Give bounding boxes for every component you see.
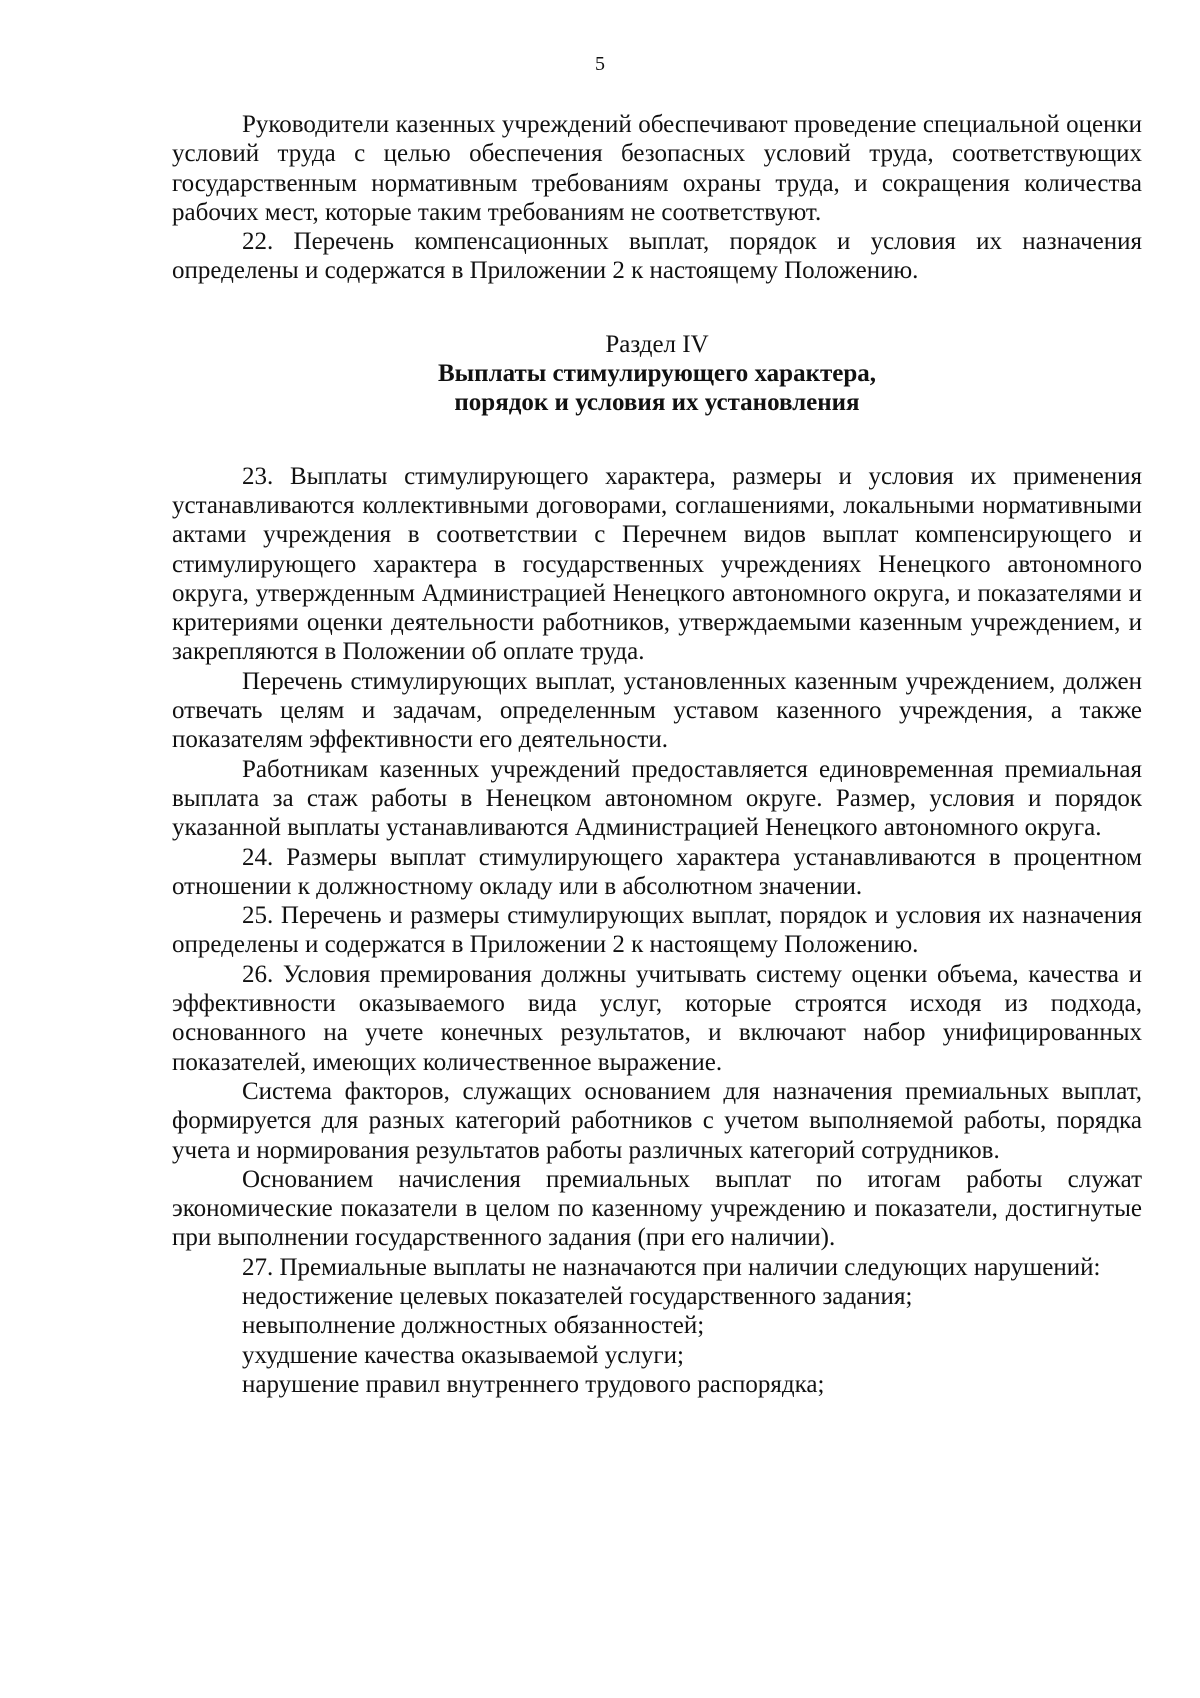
paragraph: Основанием начисления премиальных выплат по итогам работы служат экономические показатели в целом по казенному учреждению и показатели, достигнутые при выполнении государственного задания (при его наличии). [172, 1165, 1142, 1252]
document-body [172, 110, 1142, 1399]
list-item: невыполнение должностных обязанностей; [242, 1312, 705, 1340]
paragraph: Система факторов, служащих основанием для назначения премиальных выплат, формируется для разных категорий работников с учетом выполняемой работы, порядка учета и нормирования результатов работы различных категорий сотрудников. [172, 1077, 1142, 1164]
paragraph: Перечень стимулирующих выплат, установленных казенным учреждением, должен отвечать целям и задачам, определенным уставом казенного учреждения, а также показателям эффективности его деятельности. [172, 667, 1142, 754]
paragraph: 27. Премиальные выплаты не назначаются при наличии следующих нарушений: [242, 1253, 1101, 1281]
paragraph: Работникам казенных учреждений предоставляется единовременная премиальная выплата за стаж работы в Ненецком автономном округе. Размер, условия и порядок указанной выплаты устанавливаются Администрацией Ненецкого автономного округа. [172, 755, 1142, 842]
paragraph: 22. Перечень компенсационных выплат, порядок и условия их назначения определены и содержатся в Приложении 2 к настоящему Положению. [172, 228, 1142, 285]
section-heading [172, 330, 1142, 418]
list-item: недостижение целевых показателей государственного задания; [242, 1282, 913, 1310]
list-item: нарушение правил внутреннего трудового распорядка; [242, 1370, 825, 1398]
section-title-line-2: порядок и условия их установления [454, 389, 860, 417]
paragraph: 24. Размеры выплат стимулирующего характера устанавливаются в процентном отношении к должностному окладу или в абсолютном значении. [172, 843, 1142, 900]
paragraph: 26. Условия премирования должны учитывать систему оценки объема, качества и эффективности оказываемого вида услуг, которые строятся исходя из подхода, основанного на учете конечных результатов, и включают набор унифицированных показателей, имеющих количественное выражение. [172, 960, 1142, 1076]
section-label: Раздел IV [605, 330, 709, 358]
page-number: 5 [595, 53, 605, 75]
section-title-line-1: Выплаты стимулирующего характера, [437, 360, 876, 388]
list-item: ухудшение качества оказываемой услуги; [242, 1341, 684, 1369]
paragraph: Руководители казенных учреждений обеспечивают проведение специальной оценки условий труда с целью обеспечения безопасных условий труда, соответствующих государственным нормативным требованиям охраны труда, и сокращения количества рабочих мест, которые таким требованиям не соответствуют. [172, 111, 1142, 226]
paragraph: 25. Перечень и размеры стимулирующих выплат, порядок и условия их назначения определены и содержатся в Приложении 2 к настоящему Положению. [172, 902, 1142, 959]
paragraph: 23. Выплаты стимулирующего характера, размеры и условия их применения устанавливаются коллективными договорами, соглашениями, локальными нормативными актами учреждения в соответствии с Перечнем видов выплат компенсирующего и стимулирующего характера в государственных учреждениях Ненецкого автономного округа, утвержденным Администрацией Ненецкого автономного округа, и показателями и критериями оценки деятельности работников, утверждаемыми казенным учреждением, и закрепляются в Положении об оплате труда. [172, 462, 1142, 666]
